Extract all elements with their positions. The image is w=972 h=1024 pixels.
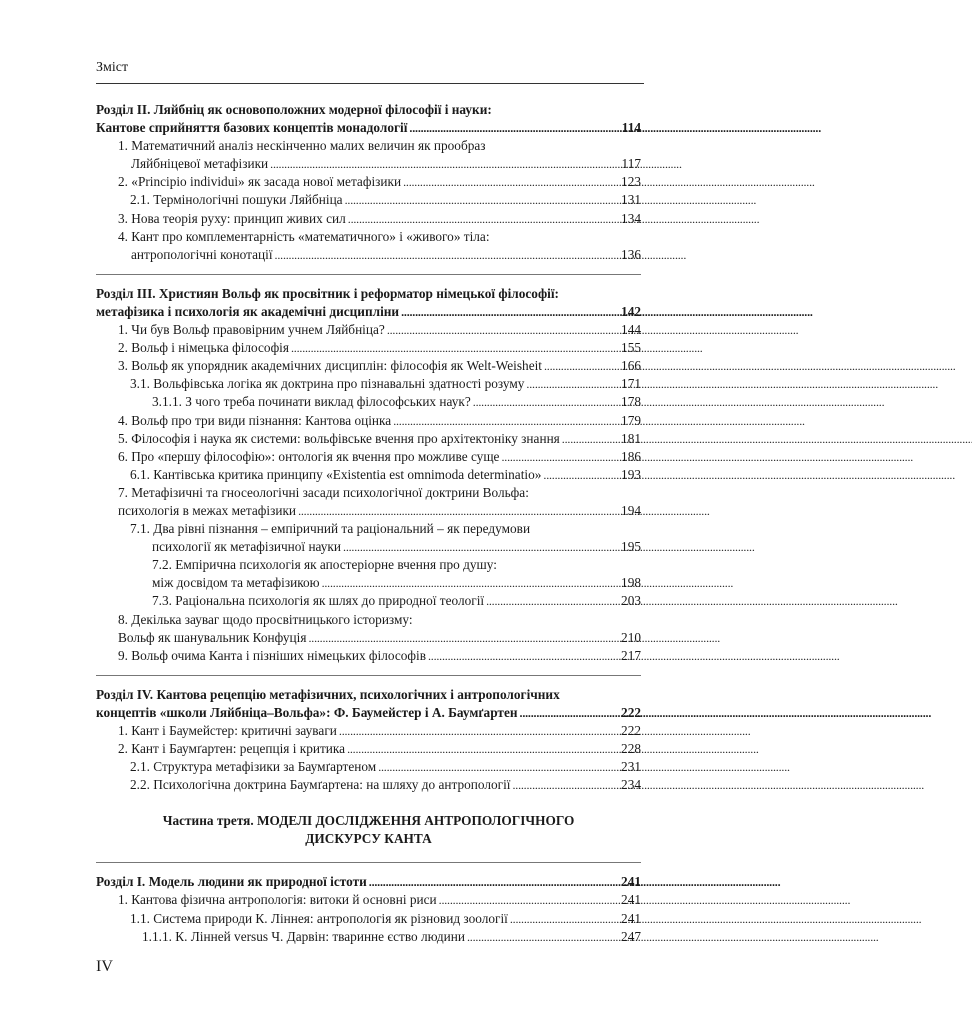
toc-entry[interactable]: [96, 466, 641, 484]
toc-entry[interactable]: [96, 357, 641, 375]
toc-entry-text: 2. Кант і Баумґартен: рецепція і критика: [118, 741, 346, 757]
leader-dots: [428, 647, 619, 665]
part-heading-line: Частина третя. МОДЕЛІ ДОСЛІДЖЕННЯ АНТРОПОЛОГІЧНОГО: [162, 813, 575, 829]
toc-entry-text: 6.1. Кантівська критика принципу «Existentia est omnimoda determinatio»: [130, 466, 542, 482]
toc-entry-text: 3. Вольф як упорядник академічних дисциплін: філософія як Welt-Weisheit: [118, 358, 542, 374]
toc-entry[interactable]: [96, 210, 641, 228]
toc-entry-text: 2.1. Термінологічні пошуки Ляйбніца: [130, 192, 343, 208]
leader-dots: [343, 538, 619, 556]
leader-dots: [387, 321, 619, 339]
toc-entry[interactable]: [96, 740, 641, 758]
leader-dots: [345, 191, 619, 209]
leader-dots: [473, 393, 619, 411]
toc-entry[interactable]: [96, 321, 641, 339]
section-divider: [96, 862, 641, 863]
leader-dots: [501, 448, 619, 466]
toc-entry-text: Ляйбніцевої метафізики: [131, 156, 269, 172]
toc-entry[interactable]: [96, 704, 641, 722]
toc-entry[interactable]: [96, 538, 641, 556]
leader-dots: [298, 502, 619, 520]
toc-page-number: 210: [621, 629, 641, 645]
toc-page-number: 222: [621, 723, 641, 738]
toc-page-number: 195: [621, 539, 641, 555]
toc-entry-text: концептів «школи Ляйбніца–Вольфа»: Ф. Баумейстер і А. Баумґартен: [96, 704, 518, 720]
toc-entry-text: метафізика і психологія як академічні дисципліни: [96, 303, 400, 319]
toc-entry-line: 7.2. Емпірична психологія як апостеріорне вчення про душу:: [152, 557, 497, 573]
toc-page-number: 247: [621, 928, 641, 944]
toc-entry[interactable]: [96, 891, 641, 909]
toc-entry[interactable]: [96, 375, 641, 393]
leader-dots: [308, 629, 619, 647]
running-header: Зміст: [96, 60, 129, 75]
toc-page-number: 198: [621, 575, 641, 591]
toc-entry-text: 7.3. Раціональна психологія як шлях до природної теології: [152, 593, 485, 609]
leader-dots: [270, 155, 619, 173]
toc-page-number: 136: [621, 246, 641, 262]
leader-dots: [409, 119, 619, 137]
part-heading-line: ДИСКУРСУ КАНТА: [305, 831, 432, 847]
toc-entry[interactable]: [96, 873, 641, 891]
leader-dots: [339, 722, 619, 740]
chapter-title-line: Розділ IV. Кантова рецепцію метафізичних, психологічних і антропологічних: [96, 686, 560, 702]
toc-entry[interactable]: [96, 448, 641, 466]
toc-entry[interactable]: [96, 776, 641, 794]
chapter-title-line: Розділ ІІІ. Християн Вольф як просвітник і реформатор німецької філософії:: [96, 285, 559, 301]
toc-entry[interactable]: [96, 910, 641, 928]
toc-page-number: 144: [621, 322, 641, 338]
toc-entry-text: 1. Кант і Баумейстер: критичні зауваги: [118, 723, 337, 738]
toc-entry[interactable]: [96, 574, 641, 592]
toc-page-number: 194: [621, 502, 641, 518]
toc-page-number: 203: [621, 593, 641, 609]
toc-entry-text: Кантове сприйняття базових концептів монадології: [96, 120, 408, 136]
toc-entry-text: 5. Філософія і наука як системи: вольфівське вчення про архітектоніку знання: [118, 430, 560, 446]
table-of-contents: [96, 101, 641, 946]
toc-entry-text: антропологічні конотації: [131, 246, 273, 262]
toc-page-number: 217: [621, 647, 641, 663]
toc-entry[interactable]: [96, 629, 641, 647]
toc-page-number: 241: [621, 874, 641, 890]
toc-entry[interactable]: [96, 155, 641, 173]
leader-dots: [291, 339, 619, 357]
toc-page-number: 155: [621, 340, 641, 356]
toc-entry-text: психологія в межах метафізики: [118, 502, 297, 518]
leader-dots: [348, 210, 619, 228]
header-rule: [96, 83, 644, 84]
toc-entry[interactable]: [96, 119, 641, 137]
leader-dots: [520, 704, 620, 722]
leader-dots: [486, 592, 619, 610]
toc-entry-text: Вольф як шанувальник Конфуція: [118, 629, 307, 645]
section-divider: [96, 675, 641, 676]
leader-dots: [544, 357, 619, 375]
page-number: IV: [96, 958, 113, 975]
toc-page-number: 228: [621, 741, 641, 757]
toc-entry-text: 2.2. Психологічна доктрина Баумґартена: на шляху до антропології: [130, 777, 511, 793]
toc-entry[interactable]: [96, 303, 641, 321]
toc-entry[interactable]: [96, 339, 641, 357]
toc-page-number: 166: [621, 358, 641, 374]
toc-entry-text: 3.1.1. З чого треба починати виклад філософських наук?: [152, 394, 471, 410]
toc-page-number: 181: [621, 430, 641, 446]
leader-dots: [369, 873, 619, 891]
toc-entry-line: 1. Математичний аналіз нескінченно малих величин як прообраз: [118, 138, 486, 154]
toc-entry[interactable]: [96, 246, 641, 264]
leader-dots: [562, 430, 619, 448]
leader-dots: [322, 574, 619, 592]
toc-page-number: 131: [621, 192, 641, 208]
toc-page-number: 123: [621, 174, 641, 190]
toc-page-number: 142: [621, 303, 641, 319]
toc-entry-text: 2. Вольф і німецька філософія: [118, 340, 289, 356]
leader-dots: [347, 740, 619, 758]
toc-entry-text: 1.1.1. К. Лінней versus Ч. Дарвін: тваринне єство людини: [142, 928, 465, 944]
toc-entry-line: 7. Метафізичні та гносеологічні засади психологічної доктрини Вольфа:: [118, 484, 529, 500]
toc-entry-text: 9. Вольф очима Канта і пізніших німецьких філософів: [118, 647, 426, 663]
leader-dots: [467, 928, 619, 946]
leader-dots: [439, 891, 619, 909]
toc-page-number: 193: [621, 466, 641, 482]
toc-page-number: 134: [621, 210, 641, 226]
leader-dots: [512, 776, 619, 794]
toc-entry[interactable]: [96, 592, 641, 610]
toc-entry-text: 1. Кантова фізична антропологія: витоки й основні риси: [118, 892, 437, 908]
toc-entry[interactable]: [96, 191, 641, 209]
toc-page-number: 178: [621, 394, 641, 410]
toc-entry-text: Розділ І. Модель людини як природної істоти: [96, 874, 367, 890]
toc-entry-text: 1. Чи був Вольф правовірним учнем Ляйбніца?: [118, 322, 385, 338]
toc-page-number: 234: [621, 777, 641, 793]
leader-dots: [510, 910, 619, 928]
section-divider: [96, 274, 641, 275]
leader-dots: [393, 412, 619, 430]
toc-entry[interactable]: [96, 758, 641, 776]
toc-page-number: 222: [621, 704, 641, 720]
toc-page-number: 171: [621, 376, 641, 392]
chapter-title-line: Розділ ІІ. Ляйбніц як основоположних модерної філософії і науки:: [96, 102, 492, 117]
toc-entry[interactable]: [96, 173, 641, 191]
toc-page-number: 179: [621, 412, 641, 428]
toc-entry-text: 2. «Principio individui» як засада нової метафізики: [118, 174, 402, 190]
toc-entry[interactable]: [96, 647, 641, 665]
toc-entry-text: 1.1. Система природи К. Ліннея: антропологія як різновид зоології: [130, 910, 508, 926]
toc-page-number: 231: [621, 759, 641, 775]
toc-entry-text: 3.1. Вольфівська логіка як доктрина про пізнавальні здатності розуму: [130, 376, 525, 392]
toc-entry-text: психології як метафізичної науки: [152, 539, 342, 555]
toc-entry[interactable]: [96, 928, 641, 946]
toc-entry-line: 8. Декілька зауваг щодо просвітницького історизму:: [118, 611, 413, 627]
toc-entry-text: 3. Нова теорія руху: принцип живих сил: [118, 210, 346, 226]
toc-page-number: 114: [621, 120, 641, 136]
toc-entry[interactable]: [96, 412, 641, 430]
toc-entry-text: 6. Про «першу філософію»: онтологія як вчення про можливе суще: [118, 448, 500, 464]
toc-page-number: 241: [621, 910, 641, 926]
leader-dots: [403, 173, 619, 191]
leader-dots: [275, 246, 620, 264]
toc-entry-text: 2.1. Структура метафізики за Баумґартеном: [130, 759, 377, 775]
toc-entry-text: між досвідом та метафізикою: [152, 575, 320, 591]
toc-entry[interactable]: [96, 502, 641, 520]
toc-entry[interactable]: [96, 722, 641, 740]
toc-entry-line: 4. Кант про комплементарність «математичного» і «живого» тіла:: [118, 228, 490, 244]
leader-dots: [526, 375, 619, 393]
leader-dots: [543, 466, 619, 484]
toc-entry-line: 7.1. Два рівні пізнання – емпіричний та раціональний – як передумови: [130, 521, 531, 537]
leader-dots: [401, 303, 619, 321]
toc-entry-text: 4. Вольф про три види пізнання: Кантова оцінка: [118, 412, 392, 428]
toc-entry[interactable]: [96, 393, 641, 411]
toc-entry[interactable]: [96, 430, 641, 448]
toc-page-number: 241: [621, 892, 641, 908]
toc-page-number: 117: [621, 156, 641, 172]
part-heading: [96, 808, 641, 848]
toc-page-number: 186: [621, 448, 641, 464]
leader-dots: [378, 758, 619, 776]
